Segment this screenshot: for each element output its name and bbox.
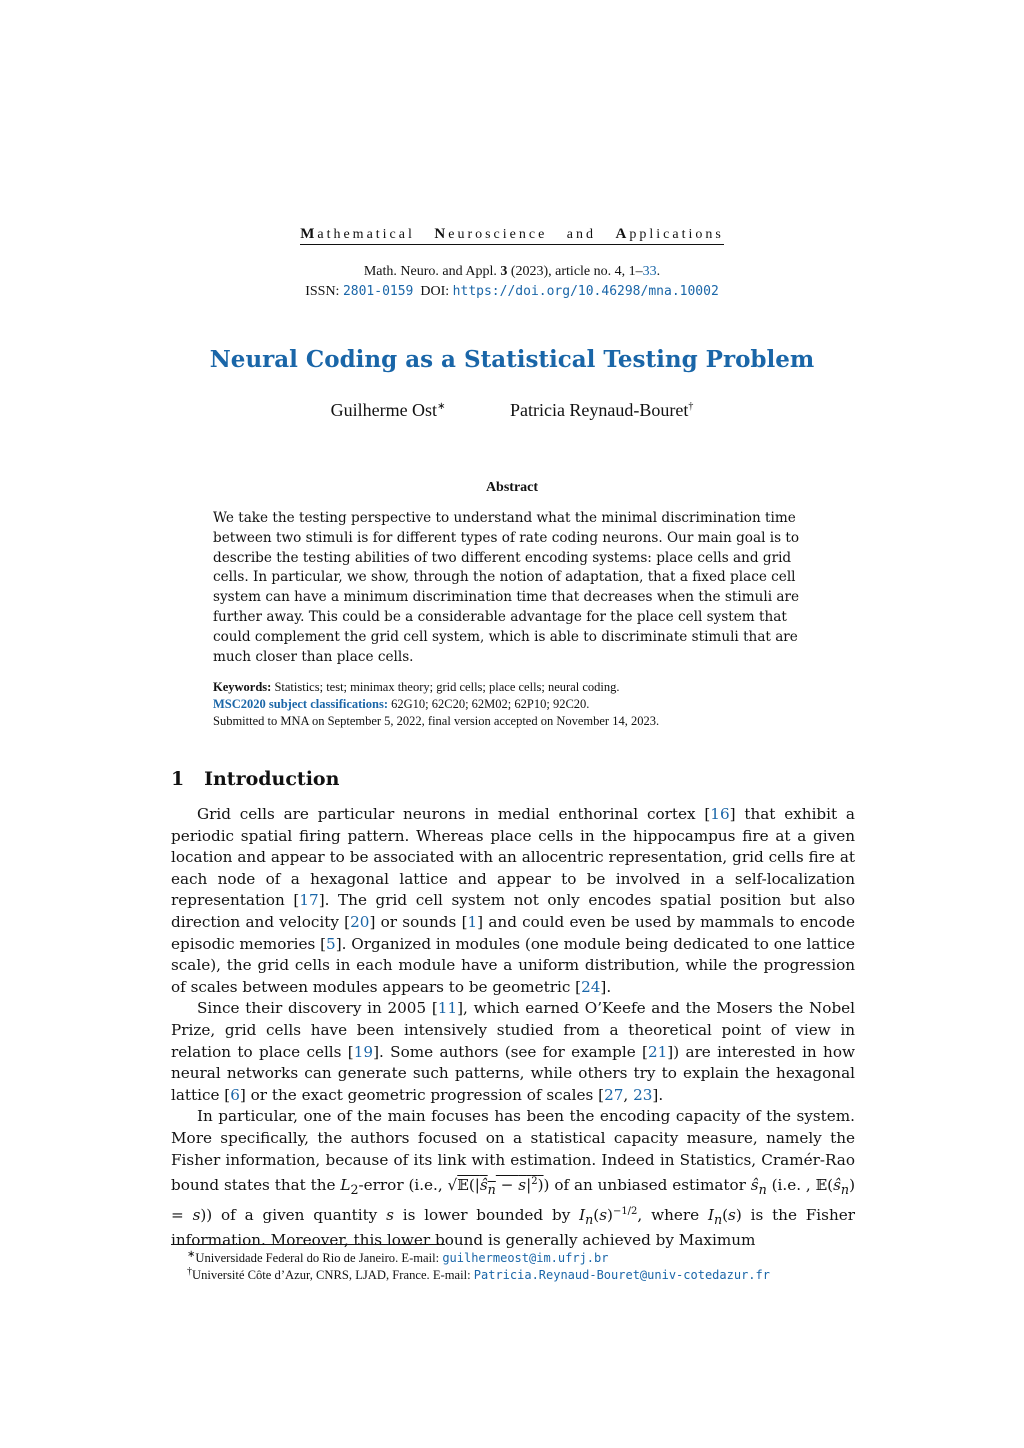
abstract-heading: Abstract <box>485 480 539 495</box>
citation-line: Math. Neuro. and Appl. 3 (2023), article no. 4, 1–33. <box>363 264 661 279</box>
last-page-link[interactable]: 33 <box>642 264 657 279</box>
author-2: Patricia Reynaud-Bouret† <box>509 400 694 420</box>
author-list <box>0 400 1024 421</box>
doi-link[interactable]: https://doi.org/10.46298/mna.10002 <box>452 284 719 299</box>
footnote-rule <box>171 1244 445 1245</box>
submission-info: Submitted to MNA on September 5, 2022, final version accepted on November 14, 2023. <box>213 714 660 728</box>
paper-title: Neural Coding as a Statistical Testing Problem <box>209 346 815 373</box>
cite-1[interactable]: 1 <box>467 912 478 931</box>
keywords: Keywords: Statistics; test; minimax theory; grid cells; place cells; neural coding. <box>213 680 620 694</box>
cite-17[interactable]: 17 <box>299 891 319 910</box>
cite-6[interactable]: 6 <box>230 1085 240 1104</box>
cite-23[interactable]: 23 <box>633 1085 653 1104</box>
journal-name: Mathematical Neuroscience and Applications <box>0 226 1024 243</box>
footnote-1: ∗Universidade Federal do Rio de Janeiro. E-mail: guilhermeost@im.ufrj.br <box>187 1249 609 1266</box>
paragraph-1: Grid cells are particular neurons in medial enthorinal cortex [16] that exhibit a periodic spatial firing pattern. Whereas place cells in the hippocampus fire at a given location and appear to be associated with an allocentric representation, grid cells fire at each node of a hexagonal lattice and appear to be involved in a self-localization representation [17]. The grid cell system not only encodes spatial position but also direction and velocity [20] or sounds [1] and could even be used by mammals to encode episodic memories [5]. Organized in modules (one module being dedicated to one lattice scale), the grid cells in each module have a uniform distribution, while the progression of scales between modules appears to be geometric [24]. <box>171 805 855 996</box>
paragraph-3: In particular, one of the main focuses has been the encoding capacity of the system. More specifically, the authors focused on a statistical capacity measure, namely the Fisher information, because of its link with estimation. Indeed in Statistics, Cramér-Rao bound states that the $L_2$-error (i.e., $√𝔼(|ŝ_n - s|^2)$) of an unbiased estimator $ŝ_n$ (i.e. , $𝔼(ŝ_n) = s$)) of a given quantity s is lower bounded by $I_n(s)^{-1/2}$, where $I_n(s)$ is the Fisher information. Moreover, this lower bound is generally achieved by Maximum <box>171 1107 855 1250</box>
cite-21[interactable]: 21 <box>647 1042 668 1061</box>
abstract-text: We take the testing perspective to understand what the minimal discrimination time between two stimuli is for different types of rate coding neurons. Our main goal is to describe the testing abilities of two different encoding systems: place cells and grid cells. In particular, we show, through the notion of adaptation, that a fixed place cell system can have a minimum discrimination time that decreases when the stimuli are further away. This could be a considerable advantage for the place cell system that could complement the grid cell system, which is able to discriminate stimuli that are much closer than place cells. <box>213 510 800 665</box>
msc-classifications: MSC2020 subject classifications: 62G10; 62C20; 62M02; 62P10; 92C20. <box>213 697 590 711</box>
cite-24[interactable]: 24 <box>581 977 601 996</box>
email-link-1[interactable]: guilhermeost@im.ufrj.br <box>442 1251 609 1266</box>
cite-5[interactable]: 5 <box>326 934 336 953</box>
cite-11[interactable]: 11 <box>437 999 458 1018</box>
email-link-2[interactable]: Patricia.Reynaud-Bouret@univ-cotedazur.fr <box>473 1268 770 1283</box>
msc-link[interactable]: MSC2020 subject classifications: <box>213 697 388 711</box>
cite-16[interactable]: 16 <box>710 805 730 823</box>
author-1: Guilherme Ost∗ <box>330 400 446 420</box>
cite-27[interactable]: 27 <box>604 1085 624 1104</box>
footnote-2: †Université Côte d’Azur, CNRS, LJAD, France. E-mail: Patricia.Reynaud-Bouret@univ-cotedazur.fr <box>187 1266 770 1283</box>
author-1-mark: ∗ <box>437 401 446 412</box>
issn-doi-line: ISSN: 2801-0159 DOI: https://doi.org/10.46298/mna.10002 <box>305 284 719 299</box>
section-heading: 1 Introduction <box>171 768 340 790</box>
paragraph-2: Since their discovery in 2005 [11], which earned O’Keefe and the Mosers the Nobel Prize, grid cells have been intensively studied from a theoretical point of view in relation to place cells [19]. Some authors (see for example [21]) are interested in how neural networks can generate such patterns, while others try to explain the hexagonal lattice [6] or the exact geometric progression of scales [27, 23]. <box>171 999 856 1104</box>
cite-20[interactable]: 20 <box>350 912 370 931</box>
author-2-mark: † <box>688 401 694 412</box>
introduction-body <box>171 804 855 1252</box>
cite-19[interactable]: 19 <box>353 1042 374 1061</box>
issn-link[interactable]: 2801-0159 <box>342 284 414 299</box>
